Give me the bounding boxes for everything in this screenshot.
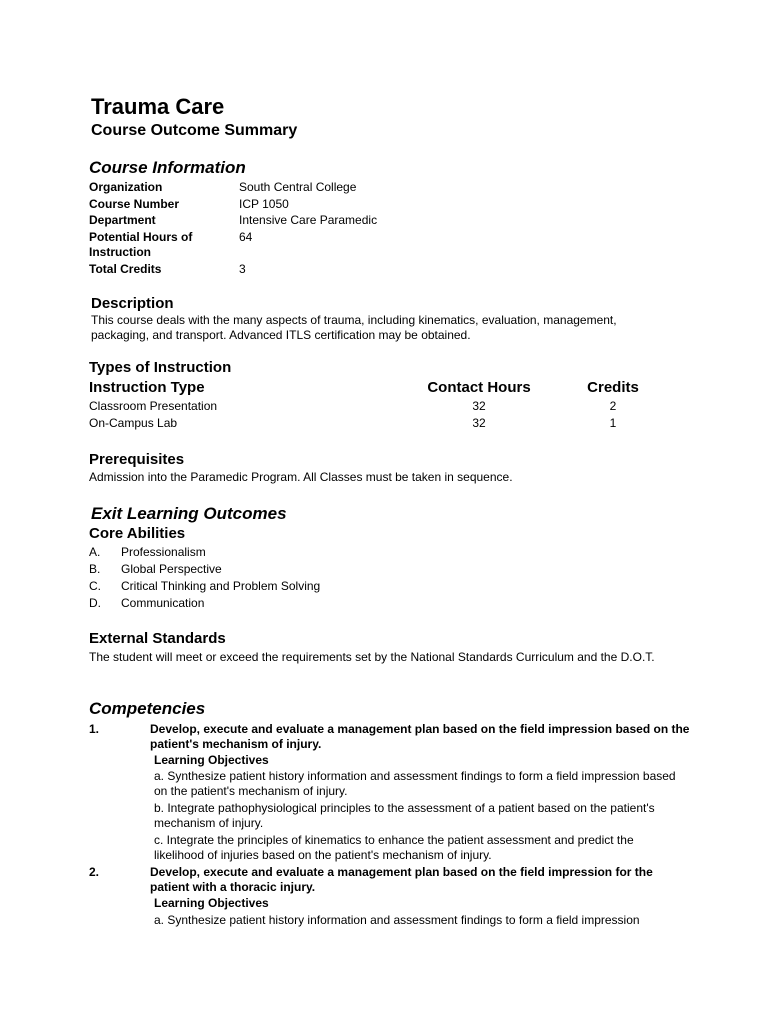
col-contact-hours: Contact Hours: [427, 379, 531, 396]
page-title: Trauma Care: [91, 94, 225, 119]
external-standards-heading: External Standards: [89, 630, 226, 647]
list-item: Critical Thinking and Problem Solving: [121, 579, 321, 593]
prerequisites-text: Admission into the Paramedic Program. All Classes must be taken in sequence.: [89, 470, 513, 484]
course-info-heading: Course Information: [89, 158, 246, 177]
info-value: ICP 1050: [239, 197, 289, 211]
list-marker: A.: [89, 545, 101, 559]
list-item: Professionalism: [121, 545, 206, 559]
table-cell-hours: 32: [472, 399, 486, 413]
table-cell-credits: 2: [609, 399, 617, 413]
info-row-course-number: [89, 197, 409, 212]
info-value: 64: [239, 230, 253, 244]
prerequisites-heading: Prerequisites: [89, 451, 185, 468]
competency-text: Develop, execute and evaluate a management plan based on the field impression based on the patient's mechanism of injury.: [150, 722, 690, 751]
description-heading: Description: [91, 295, 174, 312]
list-marker: C.: [89, 579, 101, 593]
table-cell-credits: 1: [609, 416, 617, 430]
learning-objective: b. Integrate pathophysiological principles to the assessment of a patient based on the patient's mechanism of injury.: [154, 801, 655, 830]
competencies-heading: Competencies: [89, 699, 206, 718]
info-label: Course Number: [89, 197, 180, 211]
table-cell-type: On-Campus Lab: [89, 416, 178, 430]
info-row-hours: [89, 230, 409, 260]
competency-number: 1.: [89, 722, 100, 736]
description-text: This course deals with the many aspects of trauma, including kinematics, evaluation, management, packaging, and transport. Advanced ITLS certification may be obtained.: [91, 313, 617, 342]
learning-objectives-label: Learning Objectives: [154, 896, 269, 910]
col-instruction-type: Instruction Type: [89, 379, 205, 396]
learning-objective: a. Synthesize patient history information and assessment findings to form a field impression based on the patient's mechanism of injury.: [154, 769, 676, 798]
table-cell-type: Classroom Presentation: [89, 399, 218, 413]
info-row-organization: [89, 180, 409, 195]
table-cell-hours: 32: [472, 416, 486, 430]
info-value: 3: [239, 262, 246, 276]
learning-objective: c. Integrate the principles of kinematics to enhance the patient assessment and predict the likelihood of injuries based on the patient's mechanism of injury.: [154, 833, 634, 862]
competency-text: Develop, execute and evaluate a management plan based on the field impression for the patient with a thoracic injury.: [150, 865, 653, 894]
list-item: Global Perspective: [121, 562, 222, 576]
col-credits: Credits: [587, 379, 639, 396]
core-abilities-heading: Core Abilities: [89, 525, 186, 542]
page-subtitle: Course Outcome Summary: [91, 122, 298, 139]
competency-number: 2.: [89, 865, 100, 879]
external-standards-text: The student will meet or exceed the requirements set by the National Standards Curriculum and the D.O.T.: [89, 650, 655, 664]
info-value: Intensive Care Paramedic: [239, 213, 378, 227]
info-row-department: [89, 213, 409, 228]
info-label: Total Credits: [89, 262, 162, 276]
learning-objectives-label: Learning Objectives: [154, 753, 269, 767]
info-label: Department: [89, 213, 156, 227]
info-row-total-credits: [89, 262, 409, 277]
list-marker: B.: [89, 562, 101, 576]
list-item: Communication: [121, 596, 205, 610]
instruction-heading: Types of Instruction: [89, 359, 232, 376]
exit-outcomes-heading: Exit Learning Outcomes: [91, 504, 287, 523]
info-value: South Central College: [239, 180, 357, 194]
learning-objective: a. Synthesize patient history information and assessment findings to form a field impression: [154, 913, 640, 927]
info-label: Organization: [89, 180, 163, 194]
list-marker: D.: [89, 596, 101, 610]
info-label: Potential Hours of Instruction: [89, 230, 193, 259]
